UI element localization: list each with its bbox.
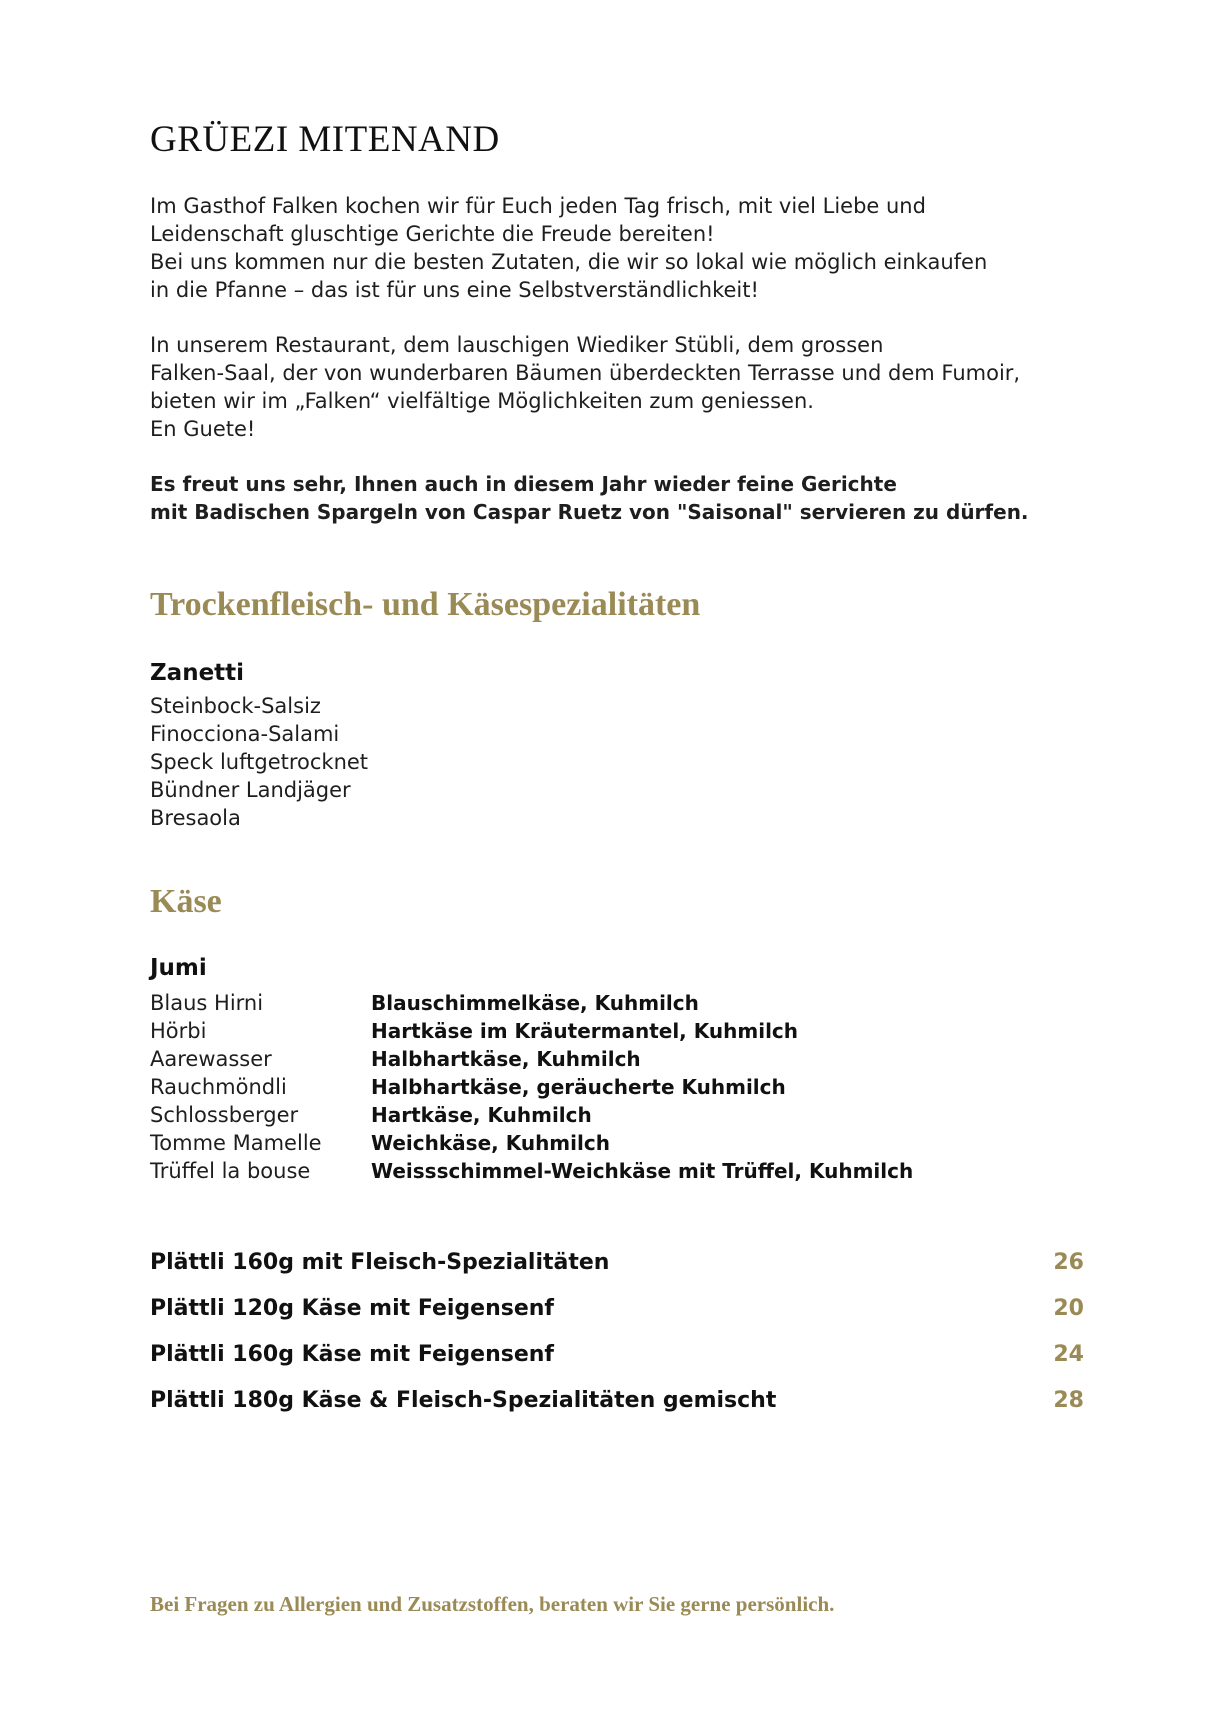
- price-row: [150, 1377, 1084, 1423]
- list-item: Finocciona-Salami: [150, 722, 340, 746]
- intro-line: mit Badischen Spargeln von Caspar Ruetz von "Saisonal" servieren zu dürfen.: [150, 500, 1029, 524]
- plates-price-list: [150, 1239, 1084, 1423]
- plate-price: 28: [1053, 1387, 1084, 1413]
- cheese-name: Hörbi: [150, 1019, 207, 1043]
- intro-paragraph-1: [150, 192, 987, 304]
- intro-line: Leidenschaft gluschtige Gerichte die Freude bereiten!: [150, 222, 715, 246]
- cheese-name: Schlossberger: [150, 1103, 299, 1127]
- section-heading-trockenfleisch: Trockenfleisch- und Käsespezialitäten: [150, 586, 701, 623]
- plate-label: Plättli 160g Käse mit Feigensenf: [150, 1341, 555, 1367]
- price-row: [150, 1239, 1084, 1285]
- intro-paragraph-2: [150, 331, 1020, 443]
- cheese-name: Aarewasser: [150, 1047, 272, 1071]
- plate-price: 20: [1053, 1295, 1084, 1321]
- intro-line: In unserem Restaurant, dem lauschigen Wiediker Stübli, dem grossen: [150, 333, 884, 357]
- intro-line: Falken-Saal, der von wunderbaren Bäumen überdeckten Terrasse und dem Fumoir,: [150, 361, 1021, 385]
- price-row: [150, 1285, 1084, 1331]
- cheese-description: Hartkäse, Kuhmilch: [371, 1103, 592, 1127]
- list-item: Steinbock-Salsiz: [150, 694, 321, 718]
- section-heading-kaese: Käse: [150, 883, 222, 920]
- plate-price: 24: [1053, 1341, 1084, 1367]
- cheese-description: Weichkäse, Kuhmilch: [371, 1131, 610, 1155]
- list-item: Bresaola: [150, 806, 241, 830]
- intro-line: Es freut uns sehr, Ihnen auch in diesem Jahr wieder feine Gerichte: [150, 472, 897, 496]
- cheese-description: Hartkäse im Kräutermantel, Kuhmilch: [371, 1019, 799, 1043]
- intro-line: Bei uns kommen nur die besten Zutaten, die wir so lokal wie möglich einkaufen: [150, 250, 988, 274]
- cheese-description: Halbhartkäse, Kuhmilch: [371, 1047, 641, 1071]
- cheese-list: [150, 989, 913, 1185]
- allergy-footer-note: Bei Fragen zu Allergien und Zusatzstoffen, beraten wir Sie gerne persönlich.: [150, 1592, 835, 1616]
- plate-price: 26: [1053, 1249, 1084, 1275]
- intro-line: En Guete!: [150, 417, 256, 441]
- list-item: [150, 1129, 913, 1157]
- intro-line: bieten wir im „Falken“ vielfältige Möglichkeiten zum geniessen.: [150, 389, 814, 413]
- plate-label: Plättli 180g Käse & Fleisch-Spezialitäten gemischt: [150, 1387, 777, 1413]
- cheese-name: Trüffel la bouse: [150, 1159, 311, 1183]
- menu-page: [150, 0, 1084, 1728]
- cheese-description: Halbhartkäse, geräucherte Kuhmilch: [371, 1075, 786, 1099]
- cheese-name: Rauchmöndli: [150, 1075, 287, 1099]
- list-item: [150, 1101, 913, 1129]
- list-item: Speck luftgetrocknet: [150, 750, 369, 774]
- list-item: Bündner Landjäger: [150, 778, 351, 802]
- intro-line: in die Pfanne – das ist für uns eine Selbstverständlichkeit!: [150, 278, 759, 302]
- list-item: [150, 989, 913, 1017]
- supplier-heading-zanetti: Zanetti: [150, 660, 245, 686]
- intro-paragraph-3: [150, 470, 1029, 526]
- list-item: [150, 1045, 913, 1073]
- supplier-heading-jumi: Jumi: [150, 955, 207, 981]
- list-item: [150, 1073, 913, 1101]
- page-title: GRÜEZI MITENAND: [150, 119, 500, 160]
- list-item: [150, 1157, 913, 1185]
- cheese-name: Blaus Hirni: [150, 991, 264, 1015]
- meat-list: [150, 692, 368, 832]
- cheese-name: Tomme Mamelle: [150, 1131, 322, 1155]
- list-item: [150, 1017, 913, 1045]
- plate-label: Plättli 160g mit Fleisch-Spezialitäten: [150, 1249, 610, 1275]
- price-row: [150, 1331, 1084, 1377]
- plate-label: Plättli 120g Käse mit Feigensenf: [150, 1295, 555, 1321]
- intro-line: Im Gasthof Falken kochen wir für Euch jeden Tag frisch, mit viel Liebe und: [150, 194, 926, 218]
- cheese-description: Blauschimmelkäse, Kuhmilch: [371, 991, 699, 1015]
- cheese-description: Weissschimmel-Weichkäse mit Trüffel, Kuhmilch: [371, 1159, 914, 1183]
